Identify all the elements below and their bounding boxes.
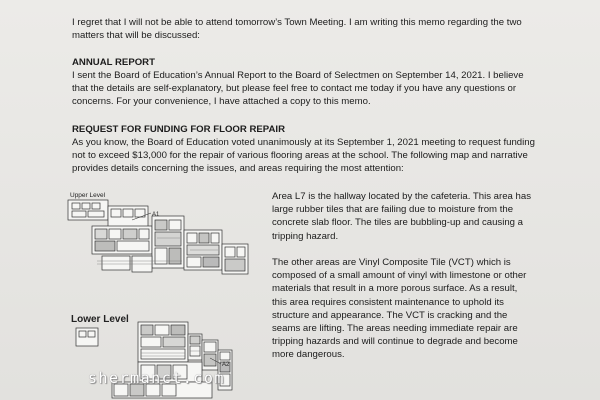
floor-repair-heading: REQUEST FOR FUNDING FOR FLOOR REPAIR xyxy=(72,124,286,135)
floor-plan-map xyxy=(62,186,262,400)
watermark: shermanct.com xyxy=(88,369,225,387)
vct-paragraph: The other areas are Vinyl Composite Tile (VCT) which is composed of a small amount of vinyl with limestone or other materials that result in a more porous surface. As a result, this area requires consistent maintenance to uphold its structure and appearance. The VCT is cracking and the seams are lifting. The areas needing immediate repair are tripping hazards and will continue to degrade and become more dangerous. xyxy=(272,257,527,361)
upper-level-label: Upper Level xyxy=(70,192,106,199)
marker-a2-label: A2 xyxy=(222,362,230,368)
annual-report-heading: ANNUAL REPORT xyxy=(72,57,155,68)
area-l7-paragraph: Area L7 is the hallway located by the cafeteria. This area has large rubber tiles that are failing due to moisture from the concrete slab floor. The tiles are bubbling-up and causing a tripping hazard. xyxy=(272,191,532,242)
intro-paragraph: I regret that I will not be able to attend tomorrow’s Town Meeting. I am writing this memo regarding the two matters that will be discussed: xyxy=(72,17,522,42)
marker-a1-label: A1 xyxy=(152,212,160,218)
annual-report-paragraph: I sent the Board of Education’s Annual Report to the Board of Selectmen on September 14, 2021. I believe that the details are self-explanatory, but please feel free to contact me today if you have any questions or concerns. For your convenience, I have attached a copy to this memo. xyxy=(72,70,524,108)
lower-level-label: Lower Level xyxy=(71,314,129,325)
floor-repair-paragraph: As you know, the Board of Education voted unanimously at its September 1, 2021 meeting to request funding not to exceed $13,000 for the repair of various flooring areas at the school. The following map and narrative provides details concerning the issues, and areas requiring the most attention: xyxy=(72,137,535,175)
